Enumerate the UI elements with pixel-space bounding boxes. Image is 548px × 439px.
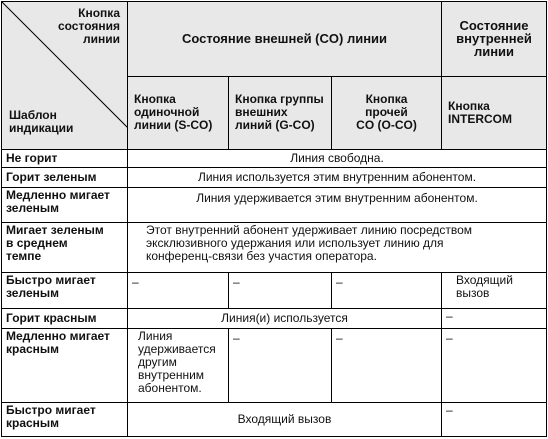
external-line-header: Состояние внешней (CO) линии — [128, 2, 442, 77]
row-label: Горит красным — [2, 308, 128, 328]
table-row — [2, 222, 547, 272]
indication-table — [1, 1, 547, 437]
corner-header-top: Кнопка состояния линии — [57, 6, 120, 46]
row-label: Медленно мигает красным — [2, 328, 128, 402]
table-row — [2, 272, 547, 308]
cell-s-co: – — [128, 272, 229, 308]
corner-header-bottom: Шаблон индикации — [9, 107, 74, 135]
cell-o-co: – — [332, 328, 442, 402]
cell-o-co: – — [332, 272, 442, 308]
row-description: Линия(и) используется — [128, 308, 442, 328]
corner-header-cell — [2, 2, 128, 150]
cell-g-co: – — [229, 272, 332, 308]
row-label: Не горит — [2, 149, 128, 168]
row-description: Входящий вызов — [128, 402, 442, 436]
table-row — [2, 402, 547, 436]
cell-intercom: – — [442, 402, 547, 436]
cell-s-co: Линия удерживается другим внутренним абонентом. — [128, 328, 229, 402]
row-label: Быстро мигает зеленым — [2, 272, 128, 308]
row-description: Линия удерживается этим внутренним абонентом. — [128, 188, 547, 222]
cell-g-co: – — [229, 328, 332, 402]
cell-intercom: Входящий вызов — [442, 272, 547, 308]
column-header-s-co: Кнопка одиночной линии (S-CO) — [128, 76, 229, 149]
table-row — [2, 168, 547, 188]
cell-intercom: – — [442, 328, 547, 402]
row-description: Этот внутренний абонент удерживает линию посредством эксклюзивного удержания или использует линию для конференц-связи без участия оператора. — [128, 222, 547, 272]
column-header-g-co: Кнопка группы внешних линий (G-CO) — [229, 76, 332, 149]
column-header-intercom: Кнопка INTERCOM — [442, 76, 547, 149]
row-description: Линия используется этим внутренним абонентом. — [128, 168, 547, 188]
table-row — [2, 149, 547, 168]
cell-intercom: – — [442, 308, 547, 328]
row-label: Быстро мигает красным — [2, 402, 128, 436]
row-label: Горит зеленым — [2, 168, 128, 188]
row-description: Линия свободна. — [128, 149, 547, 168]
column-header-o-co: Кнопка прочей CO (O-CO) — [332, 76, 442, 149]
internal-line-header: Состояние внутренней линии — [442, 2, 547, 77]
table-row — [2, 328, 547, 402]
table-row — [2, 308, 547, 328]
table-row — [2, 188, 547, 222]
row-label: Мигает зеленым в среднем темпе — [2, 222, 128, 272]
row-label: Медленно мигает зеленым — [2, 188, 128, 222]
